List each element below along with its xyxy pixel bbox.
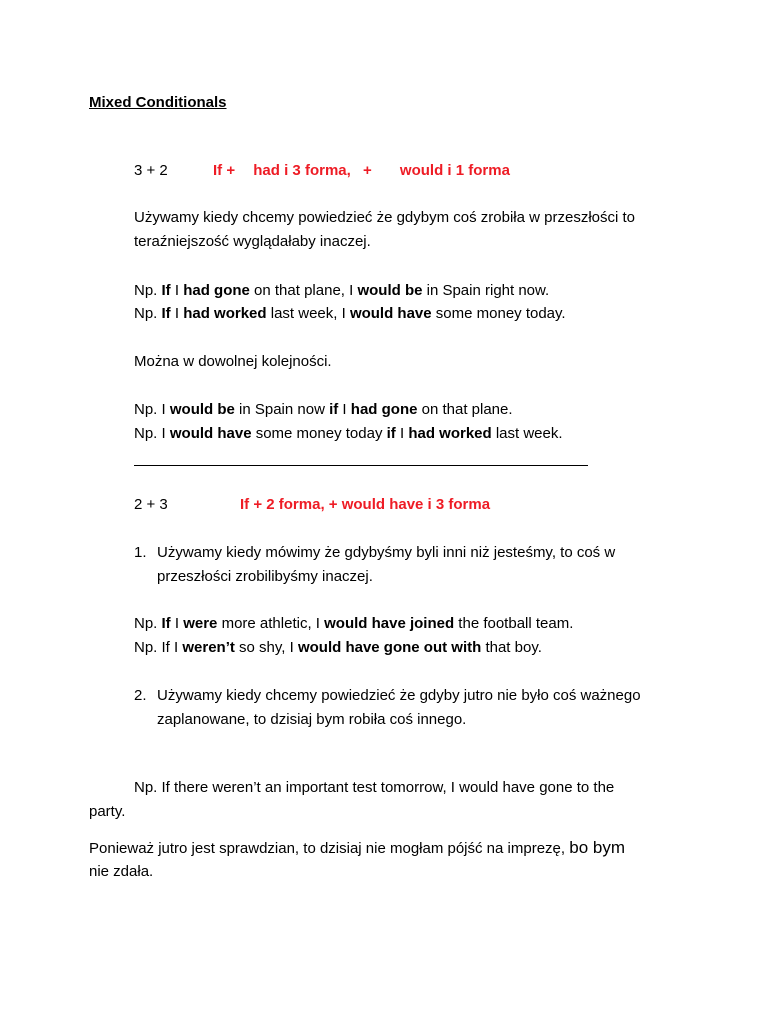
- example-line: Np. If there weren’t an important test tomorrow, I would have gone to the: [134, 779, 615, 796]
- text-run: if: [329, 401, 339, 418]
- example-line: party.: [89, 803, 126, 820]
- text-run: last week.: [491, 425, 563, 442]
- closing-line: nie zdała.: [89, 863, 154, 880]
- text-run: If: [161, 615, 171, 632]
- text-run: had worked: [183, 305, 267, 322]
- text-run: last week, I: [266, 305, 350, 322]
- section1-desc-line1: Używamy kiedy chcemy powiedzieć że gdybym coś zrobiła w przeszłości to: [134, 209, 636, 226]
- text-run: on that plane.: [417, 401, 513, 418]
- text-run: that boy.: [481, 639, 542, 656]
- text-run: so shy, I: [234, 639, 298, 656]
- text-run: If: [161, 305, 171, 322]
- list-item-line: zaplanowane, to dzisiaj bym robiła coś innego.: [157, 711, 467, 728]
- example-line: [134, 305, 566, 323]
- text-run: had worked: [408, 425, 492, 442]
- text-run: I: [170, 282, 184, 299]
- text-run: Np.: [134, 282, 162, 299]
- text-run: would have: [349, 305, 432, 322]
- example-line: [134, 615, 573, 633]
- formula-part: +: [362, 162, 372, 179]
- text-run: more athletic, I: [217, 615, 325, 632]
- text-run: Np.: [134, 305, 162, 322]
- list-item-line: Używamy kiedy chcemy powiedzieć że gdyby jutro nie było coś ważnego: [157, 687, 641, 704]
- list-item-line: przeszłości zrobilibyśmy inaczej.: [157, 568, 373, 585]
- text-run: on that plane, I: [249, 282, 358, 299]
- text-run: would be: [357, 282, 423, 299]
- text-run: weren’t: [182, 639, 235, 656]
- text-run: the football team.: [454, 615, 574, 632]
- text-run: would have: [169, 425, 252, 442]
- text-run: Np.: [134, 615, 162, 632]
- page-title: Mixed Conditionals: [89, 94, 227, 111]
- formula-part: had i 3 forma,: [253, 162, 351, 179]
- text-run: I: [338, 401, 351, 418]
- list-item-line: Używamy kiedy mówimy że gdybyśmy byli inni niż jesteśmy, to coś w: [157, 544, 616, 561]
- text-run: had gone: [183, 282, 250, 299]
- example-line: [134, 401, 513, 419]
- closing-line: [89, 839, 625, 858]
- text-run: would have joined: [324, 615, 455, 632]
- text-run: some money today: [251, 425, 387, 442]
- text-run: in Spain right now.: [422, 282, 550, 299]
- text-run: I: [395, 425, 409, 442]
- text-run: Ponieważ jutro jest sprawdzian, to dzisiaj nie mogłam pójść na imprezę,: [89, 840, 570, 857]
- section1-formula: [213, 162, 510, 180]
- text-run: if: [386, 425, 396, 442]
- text-run: If: [161, 282, 171, 299]
- text-run: bo bym: [569, 838, 625, 857]
- text-run: I: [170, 305, 184, 322]
- text-run: in Spain now: [234, 401, 330, 418]
- text-run: had gone: [350, 401, 418, 418]
- formula-part: If +: [213, 162, 236, 179]
- text-run: Np. I: [134, 425, 170, 442]
- separator-line: [134, 465, 588, 466]
- text-run: Np. I: [134, 401, 170, 418]
- section2-formula: If + 2 forma, + would have i 3 forma: [240, 496, 491, 513]
- section2-label: 2 + 3: [134, 496, 168, 513]
- example-line: [134, 282, 549, 300]
- section1-note: Można w dowolnej kolejności.: [134, 353, 332, 370]
- text-run: were: [183, 615, 218, 632]
- list-item-number: 1.: [134, 544, 147, 561]
- text-run: Np. If I: [134, 639, 183, 656]
- section1-desc-line2: teraźniejszość wyglądałaby inaczej.: [134, 233, 371, 250]
- formula-part: would i 1 forma: [399, 162, 510, 179]
- text-run: would have gone out with: [297, 639, 482, 656]
- text-run: some money today.: [431, 305, 566, 322]
- example-line: [134, 639, 542, 657]
- list-item-number: 2.: [134, 687, 147, 704]
- text-run: I: [170, 615, 184, 632]
- text-run: would be: [169, 401, 235, 418]
- example-line: [134, 425, 563, 443]
- section1-label: 3 + 2: [134, 162, 168, 179]
